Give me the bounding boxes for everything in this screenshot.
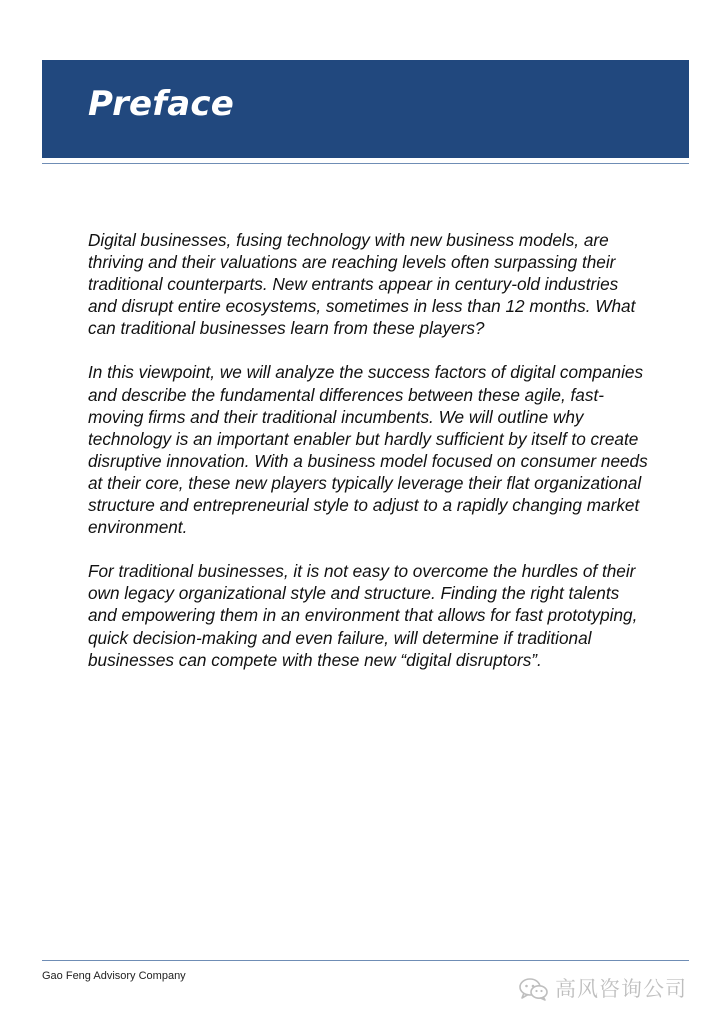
footer-divider bbox=[42, 960, 689, 961]
body-text bbox=[88, 229, 648, 693]
watermark-text: 高风咨询公司 bbox=[555, 977, 687, 1001]
page-title: Preface bbox=[88, 84, 235, 124]
header-divider bbox=[42, 163, 689, 164]
footer-company-name: Gao Feng Advisory Company bbox=[42, 970, 186, 982]
header-band bbox=[42, 60, 689, 158]
wechat-icon bbox=[519, 977, 549, 1001]
watermark bbox=[519, 976, 687, 1002]
paragraph-intro: Digital businesses, fusing technology with new business models, are thriving and their valuations are reaching levels often surpassing their traditional counterparts. New entrants appear in century-old industries and disrupt entire ecosystems, sometimes in less than 12 months. What can traditional businesses learn from these players? bbox=[88, 230, 636, 339]
paragraph-conclusion: For traditional businesses, it is not easy to overcome the hurdles of their own legacy organizational style and structure. Finding the right talents and empowering them in an environment that allows for fast prototyping, quick decision-making and even failure, will determine if traditional businesses can compete with these new “digital disruptors”. bbox=[88, 561, 638, 670]
paragraph-viewpoint: In this viewpoint, we will analyze the success factors of digital companies and describe the fundamental differences between these agile, fast-moving firms and their traditional incumbents. We will outline why technology is an important enabler but hardly sufficient by itself to create disruptive innovation. With a business model focused on consumer needs at their core, these new players typically leverage their flat organizational structure and entrepreneurial style to adjust to a rapidly changing market environment. bbox=[88, 362, 648, 538]
